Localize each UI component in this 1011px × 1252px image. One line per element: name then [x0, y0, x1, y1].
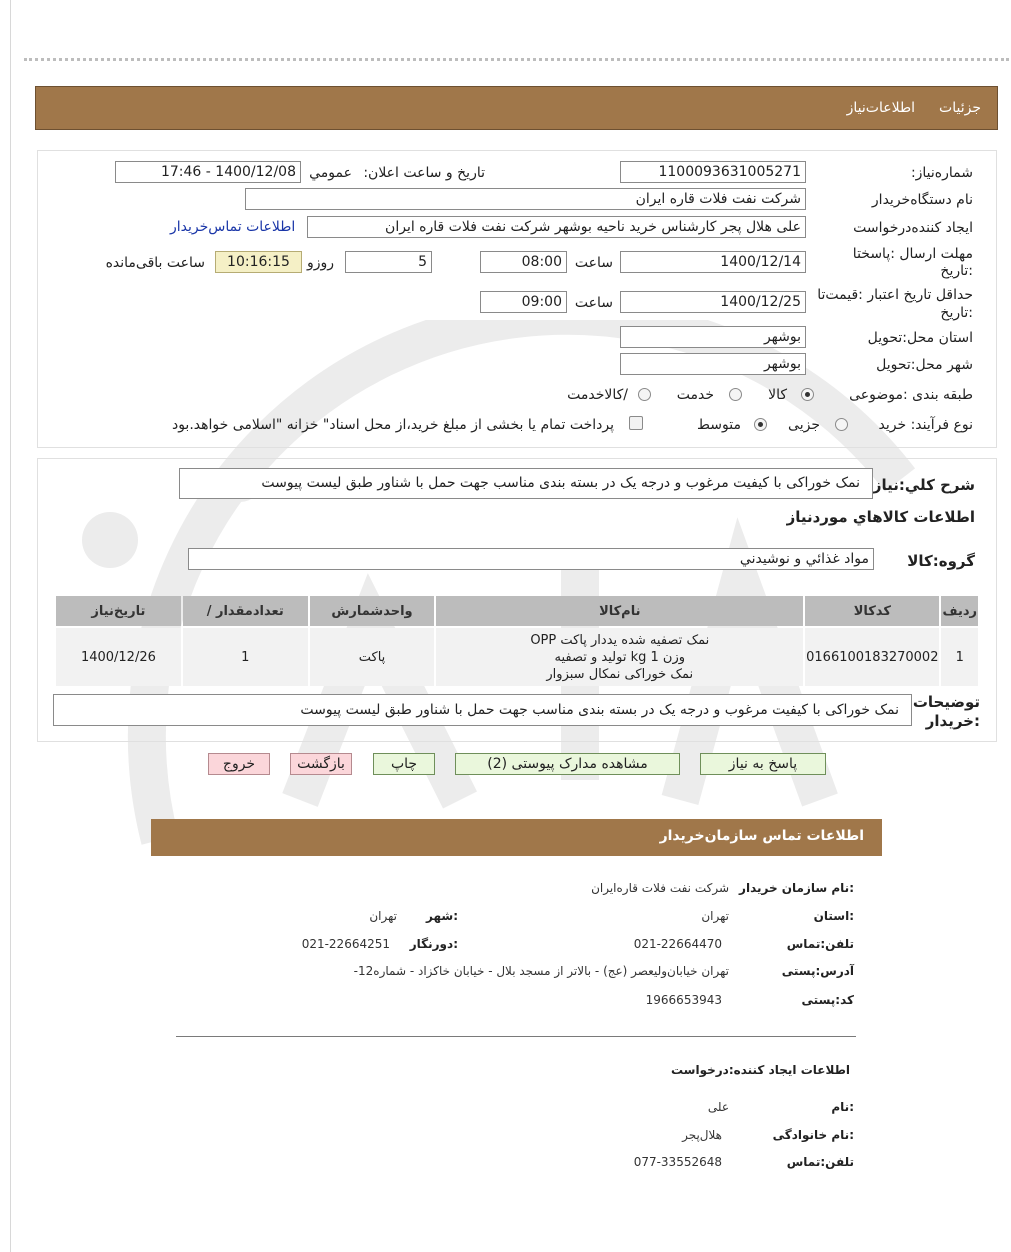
creator-label: ایجاد کننده‌درخواست [853, 220, 973, 236]
contact-address-label: آدرس:پستی [781, 964, 854, 978]
summary-text-field: نمک خوراکی با کیفیت مرغوب و درجه یک در بسته بندی مناسب جهت حمل با شناور طبق لیست پیوست [179, 468, 873, 499]
contact-city-label: شهر: [426, 909, 458, 923]
reply-button[interactable]: پاسخ به نیاز [700, 753, 826, 775]
print-button[interactable]: چاپ [373, 753, 435, 775]
exit-button[interactable]: خروج [208, 753, 270, 775]
announce-type: عمومي [309, 165, 352, 181]
contact-fax: 021-22664251 [301, 937, 390, 951]
cell-row: 1 [941, 628, 978, 686]
creator-phone: 077-33552648 [633, 1155, 722, 1169]
col-row: ردیف [941, 596, 978, 626]
buyer-notes-label-2: :خریدار [925, 712, 980, 730]
creator-field: علی هلال پجر کارشناس خرید ناحیه بوشهر شرکت نفت فلات قاره ایران [307, 216, 806, 238]
process-medium-radio[interactable] [754, 418, 767, 431]
col-date: تاریخ‌نیاز [56, 596, 181, 626]
contact-title-bar [151, 819, 882, 856]
buyer-contact-link[interactable]: اطلاعات تماس‌خریدار [170, 219, 296, 235]
tab-details[interactable]: جزئیات [939, 100, 981, 116]
category-both-label: /کالاخدمت [567, 387, 628, 403]
cell-name-line: وزن 1 kg تولید و تصفیه [554, 649, 686, 665]
group-label: گروه:کالا [907, 552, 975, 570]
contact-postal: 1966653943 [645, 993, 722, 1007]
creator-name-label: نام: [831, 1100, 854, 1114]
buyer-org-field: شرکت نفت فلات قاره ایران [245, 188, 806, 210]
cell-name [436, 628, 803, 686]
dotted-divider [24, 58, 1009, 61]
cell-name-line: نمک خوراکی نمکال سبزوار [546, 666, 694, 682]
summary-label: شرح کلي:نیاز [872, 476, 975, 494]
announce-datetime-field: 1400/12/08 - 17:46 [115, 161, 301, 183]
remaining-label: ساعت باقی‌مانده [105, 255, 205, 271]
contact-org: شرکت نفت فلات قاره‌ایران [591, 881, 729, 895]
validity-date-field: 1400/12/25 [620, 291, 806, 313]
cell-qty: 1 [183, 628, 308, 686]
deadline-hour-label: ساعت [574, 255, 613, 271]
buyer-notes-field: نمک خوراکی با کیفیت مرغوب و درجه یک در بسته بندی مناسب جهت حمل با شناور طبق لیست پیوست [53, 694, 912, 726]
remaining-time-field: 10:16:15 [215, 251, 302, 273]
need-number-label: شماره‌نیاز: [910, 165, 973, 181]
items-table-header [56, 596, 978, 626]
deadline-date-field: 1400/12/14 [620, 251, 806, 273]
validity-label: حداقل تاریخ اعتبار :قیمت‌تا [817, 287, 973, 303]
category-both-radio[interactable] [638, 388, 651, 401]
creator-info-title: اطلاعات ایجاد کننده:درخواست [670, 1063, 850, 1077]
creator-phone-label: تلفن:تماس [786, 1155, 854, 1169]
contact-address: -تهران خیابان‌ولیعصر (عج) - بالاتر از مسجد بلال - خیابان خاکزاد - شماره12 [353, 964, 729, 978]
days-field: 5 [345, 251, 432, 273]
contact-fax-label: دورنگار: [409, 937, 458, 951]
top-title-bar [35, 86, 998, 130]
contact-postal-label: کد:پستی [801, 993, 854, 1007]
need-number-field: 1100093631005271 [620, 161, 806, 183]
process-label: نوع فرآیند: خرید [878, 417, 973, 433]
category-label: طبقه بندی :موضوعی [849, 387, 973, 403]
col-code: کدکالا [805, 596, 939, 626]
category-service-radio[interactable] [729, 388, 742, 401]
treasury-payment-label: پرداخت تمام یا بخشی از مبلغ خرید،از محل اسناد" خزانه "اسلامی خواهد.بود [171, 417, 614, 433]
deadline-label-2: :تاریخ [940, 263, 973, 279]
province-field: بوشهر [620, 326, 806, 348]
col-name: نام‌کالا [436, 596, 803, 626]
col-qty: تعدادمقدار / [183, 596, 308, 626]
creator-family: هلال‌پجر [682, 1128, 722, 1142]
cell-date: 1400/12/26 [56, 628, 181, 686]
back-button[interactable]: بازگشت [290, 753, 352, 775]
col-unit: واحدشمارش [310, 596, 435, 626]
table-row [56, 628, 978, 686]
group-field: مواد غذائي و نوشیدني [188, 548, 874, 570]
validity-hour-label: ساعت [574, 295, 613, 311]
province-label: استان محل:تحویل [867, 330, 973, 346]
validity-time-field: 09:00 [480, 291, 567, 313]
goods-info-title: اطلاعات کالاهاي موردنیاز [786, 508, 975, 526]
validity-label-2: :تاریخ [940, 305, 973, 321]
cell-unit: پاکت [310, 628, 435, 686]
items-table [54, 594, 980, 688]
creator-name: علی [707, 1100, 729, 1114]
city-field: بوشهر [620, 353, 806, 375]
contact-phone: 021-22664470 [633, 937, 722, 951]
category-service-label: خدمت [676, 387, 714, 403]
process-minor-radio[interactable] [835, 418, 848, 431]
creator-family-label: نام خانوادگی: [772, 1128, 854, 1142]
deadline-time-field: 08:00 [480, 251, 567, 273]
treasury-payment-checkbox[interactable] [629, 416, 643, 430]
process-minor-label: جزیی [788, 417, 820, 433]
contact-province-label: استان: [813, 909, 854, 923]
deadline-label: مهلت ارسال :پاسختا [852, 246, 973, 262]
process-medium-label: متوسط [697, 417, 741, 433]
contact-title: اطلاعات تماس سازمان‌خریدار [659, 828, 864, 844]
contact-province: تهران [701, 909, 729, 923]
cell-code: 0166100183270002 [805, 628, 939, 686]
cell-name-line: نمک تصفیه شده یددار پاکت OPP [530, 632, 710, 648]
city-label: شهر محل:تحویل [876, 357, 973, 373]
contact-phone-label: تلفن:تماس [786, 937, 854, 951]
contact-city: تهران [369, 909, 397, 923]
days-label: روزو [306, 255, 334, 271]
left-divider [10, 0, 11, 1252]
category-goods-label: کالا [768, 387, 787, 403]
tab-need-info[interactable]: اطلاعات‌نیاز [846, 100, 915, 116]
announce-label: تاریخ و ساعت اعلان: [363, 165, 485, 181]
section-divider [176, 1036, 856, 1037]
contact-org-label: نام سازمان خریدار: [739, 881, 854, 895]
view-attachments-button[interactable]: مشاهده مدارک پیوستی (2) [455, 753, 680, 775]
buyer-org-label: نام دستگاه‌خریدار [871, 192, 973, 208]
category-goods-radio[interactable] [801, 388, 814, 401]
buyer-notes-label: توضیحات [912, 693, 980, 711]
